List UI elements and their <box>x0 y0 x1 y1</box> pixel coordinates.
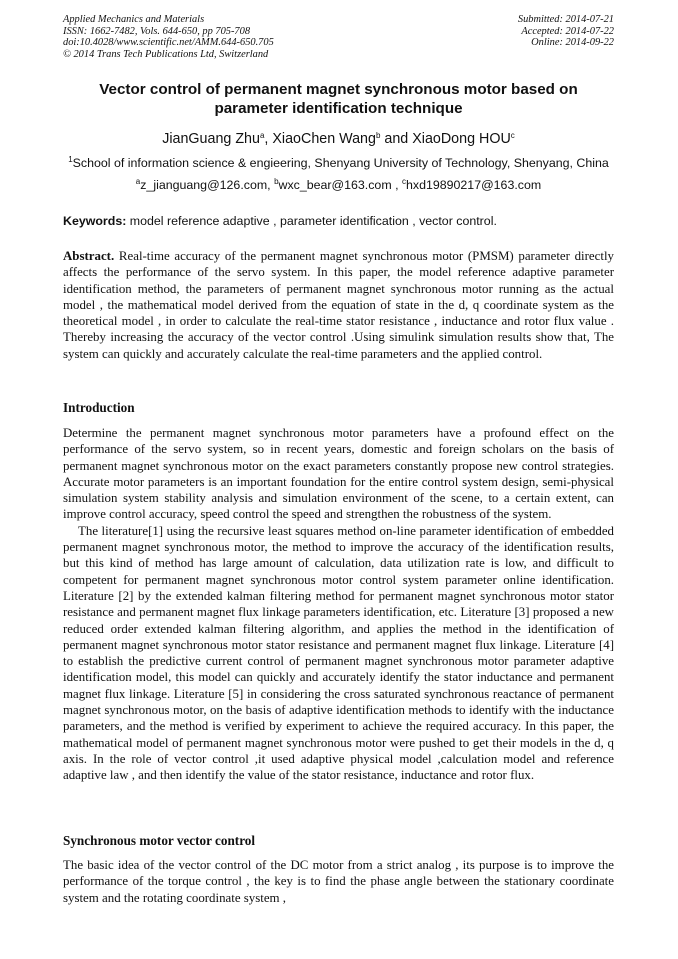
keywords <box>63 214 614 229</box>
sync-motor-section <box>63 857 614 906</box>
email-address: z_jianguang@126.com, <box>140 178 275 192</box>
email-address: hxd19890217@163.com <box>405 178 542 192</box>
author-name: XiaoChen Wang <box>272 131 376 147</box>
author-separator: , <box>264 131 273 147</box>
affiliation-sup: 1 <box>68 155 73 164</box>
abstract-paragraph <box>63 248 614 362</box>
email-sup: b <box>274 177 279 186</box>
paragraph: The literature[1] using the recursive least squares method on-line parameter identification of embedded permanent magnet synchronous motor, the method to improve the accuracy of the identification results, but this kind of method has large amount of calculation, data utilization rate is low, and difficult to competent for permanent magnet synchronous motor control system parameter online identification. Literature [2] by the extended kalman filtering method for permanent magnet synchronous motor stator resistance and permanent magnet flux linkage parameters identification, etc. Literature [3] proposed a new reduced order extended kalman filtering algorithm, and applies the method in the identification of permanent magnet synchronous motor stator resistance and permanent magnet flux linkage. Literature [4] to establish the predictive current control of permanent magnet synchronous motor parameter adaptive identification model, this model can quickly and accurately identify the stator inductance and permanent magnet flux linkage. Literature [5] in considering the cross saturated synchronous reactance of permanent magnet synchronous motor, on the basis of adaptive identification methods to identify with the inductance parameters, and the method is verified by experiment to achieve the required accuracy. In this paper, the mathematical model of permanent magnet synchronous motor were pushed to get their models in the d, q axis. In the role of vector control ,it used adaptive physical model ,calculation model and reference adaptive law , and then identify the value of the stator resistance, inductance and rotor flux. <box>63 523 614 783</box>
submission-dates <box>518 14 614 60</box>
online-date: Online: 2014-09-22 <box>531 37 614 49</box>
submitted-date: Submitted: 2014-07-21 <box>517 14 614 25</box>
paragraph: Determine the permanent magnet synchronous motor parameters have a profound effect on the performance of the servo system, so in recent years, domestic and foreign scholars on the basis of permanent magnet synchronous motor on the exact parameters constantly propose new control strategies. Accurate motor parameters is an important foundation for the entire control system design, semi-physical simulation system stability analysis and simulation environment of the scene, to a certain extent, can improve control accuracy, speed control the speed and strengthen the robustness of the system. <box>63 426 614 522</box>
author-separator: and <box>380 131 413 147</box>
introduction-section <box>63 425 614 784</box>
abstract-label: Abstract. <box>63 249 115 263</box>
keywords-text: model reference adaptive , parameter identification , vector control. <box>126 214 497 228</box>
abstract <box>63 248 614 362</box>
email-sup: c <box>401 177 406 186</box>
section-heading-introduction: Introduction <box>63 400 135 415</box>
paper-title: Vector control of permanent magnet synchronous motor based on parameter identification technique <box>99 81 578 117</box>
issn-line: ISSN: 1662-7482, Vols. 644-650, pp 705-708 <box>63 25 251 37</box>
journal-header <box>63 14 614 60</box>
affiliation <box>63 156 614 171</box>
journal-info <box>63 14 274 60</box>
abstract-text: Real-time accuracy of the permanent magnet synchronous motor (PMSM) parameter directly affects the performance of the servo system. In this paper, the model reference adaptive parameter identification method, the parameters of permanent magnet synchronous motor running as the actual model , the mathematical model derived from the equation of state in the d, q coordinate system as the theoretical model , in order to calculate the real-time stator resistance , inductance and rotor flux value . Thereby increasing the accuracy of the vector control .Using simulink simulation results show that, The system can quickly and accurately calculate the real-time parameters and the applied control. <box>63 249 614 361</box>
author-list <box>63 130 614 148</box>
author-sup: a <box>259 131 265 140</box>
doi-line: doi:10.4028/www.scientific.net/AMM.644-650.705 <box>63 37 274 49</box>
author-sup: b <box>375 131 381 140</box>
copyright-line: © 2014 Trans Tech Publications Ltd, Switzerland <box>63 48 269 60</box>
author-emails <box>63 178 614 193</box>
author-sup: c <box>510 131 515 140</box>
email-address: wxc_bear@163.com , <box>278 178 402 192</box>
journal-name: Applied Mechanics and Materials <box>63 14 205 25</box>
author-name: XiaoDong HOU <box>412 131 511 147</box>
email-sup: a <box>135 177 141 186</box>
paragraph: The basic idea of the vector control of the DC motor from a strict analog , its purpose is to improve the performance of the torque control , the key is to find the phase angle between the stationary coordinate system and the rotating coordinate system , <box>63 858 614 905</box>
affiliation-text: School of information science & engieering, Shenyang University of Technology, Shenyang, China <box>72 156 609 170</box>
section-heading-sync-motor: Synchronous motor vector control <box>63 833 256 848</box>
author-name: JianGuang Zhu <box>162 131 260 147</box>
accepted-date: Accepted: 2014-07-22 <box>521 25 614 37</box>
keywords-label: Keywords: <box>63 214 127 228</box>
